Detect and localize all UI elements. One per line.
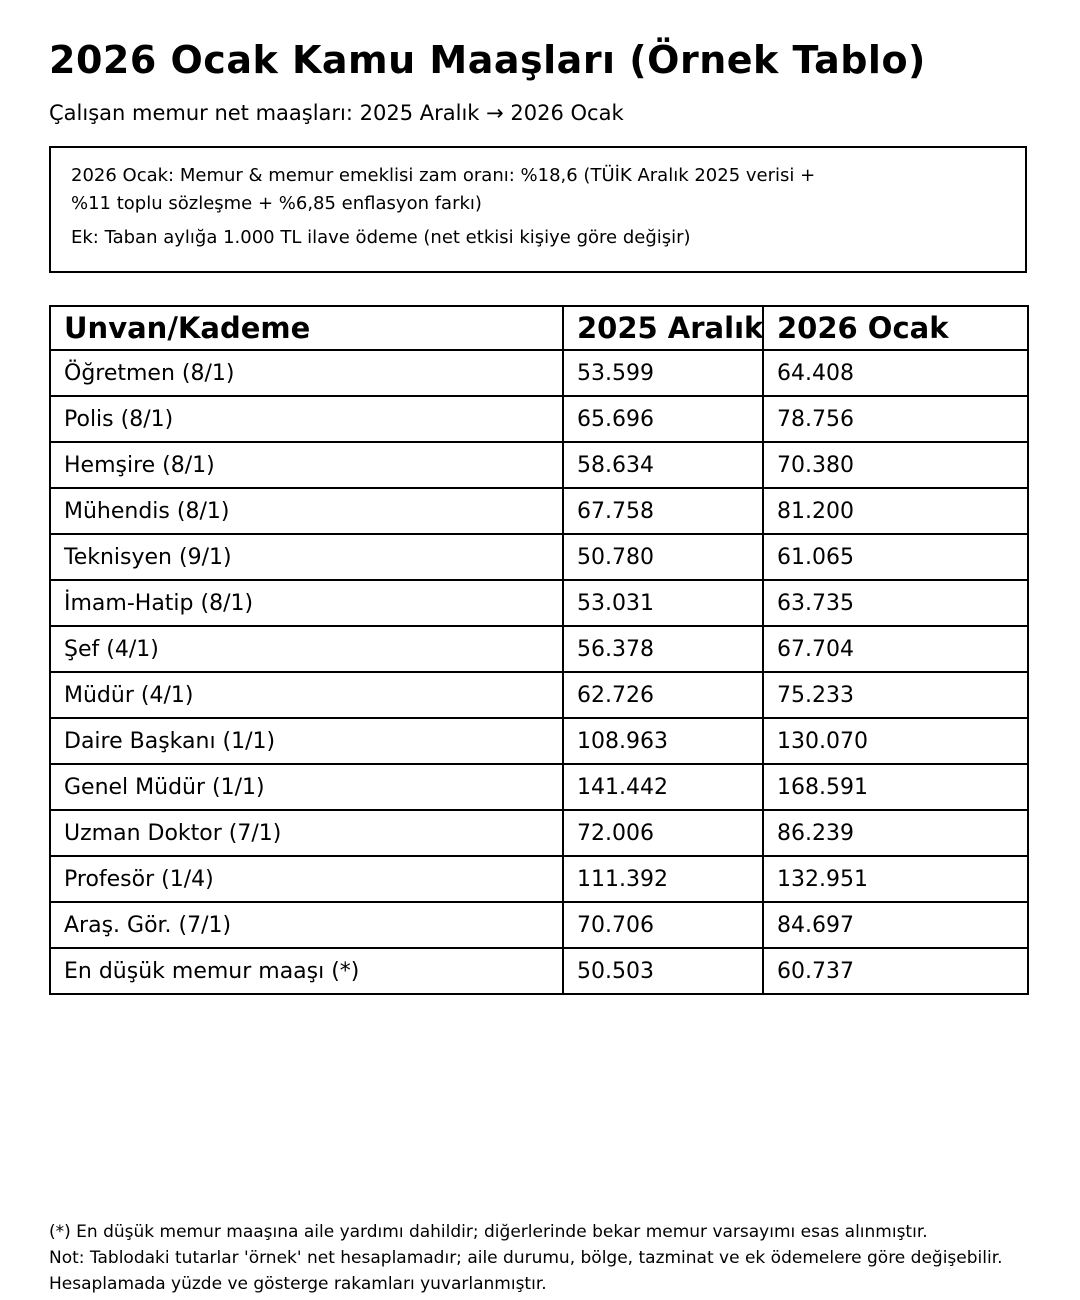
- dec-2025-value: 50.503: [563, 948, 763, 994]
- table-row: [50, 396, 1028, 442]
- table-row: [50, 488, 1028, 534]
- row-label: Öğretmen (8/1): [50, 350, 563, 396]
- row-label: Daire Başkanı (1/1): [50, 718, 563, 764]
- dec-2025-value: 72.006: [563, 810, 763, 856]
- footnote-clipped: Hesaplamada yüzde ve gösterge rakamları yuvarlanmıştır.: [49, 1274, 547, 1294]
- column-header-jan-2026: 2026 Ocak: [763, 306, 1028, 350]
- table-row: [50, 442, 1028, 488]
- jan-2026-value: 75.233: [763, 672, 1028, 718]
- row-label: Profesör (1/4): [50, 856, 563, 902]
- row-label: Şef (4/1): [50, 626, 563, 672]
- raise-info-box: [49, 146, 1027, 273]
- jan-2026-value: 63.735: [763, 580, 1028, 626]
- dec-2025-value: 58.634: [563, 442, 763, 488]
- table-row: [50, 810, 1028, 856]
- dec-2025-value: 53.599: [563, 350, 763, 396]
- table-row: [50, 672, 1028, 718]
- page-title: 2026 Ocak Kamu Maaşları (Örnek Tablo): [49, 38, 926, 82]
- page-subtitle: Çalışan memur net maaşları: 2025 Aralık → 2026 Ocak: [49, 101, 624, 125]
- row-label: İmam-Hatip (8/1): [50, 580, 563, 626]
- jan-2026-value: 78.756: [763, 396, 1028, 442]
- column-header-dec-2025: 2025 Aralık: [563, 306, 763, 350]
- dec-2025-value: 111.392: [563, 856, 763, 902]
- footnote-family-allowance: (*) En düşük memur maaşına aile yardımı dahildir; diğerlerinde bekar memur varsayımı esas alınmıştır.: [49, 1222, 928, 1242]
- dec-2025-value: 70.706: [563, 902, 763, 948]
- row-label: En düşük memur maaşı (*): [50, 948, 563, 994]
- row-label: Hemşire (8/1): [50, 442, 563, 488]
- footnotes: [49, 1222, 1069, 1300]
- row-label: Müdür (4/1): [50, 672, 563, 718]
- row-label: Teknisyen (9/1): [50, 534, 563, 580]
- jan-2026-value: 132.951: [763, 856, 1028, 902]
- jan-2026-value: 168.591: [763, 764, 1028, 810]
- table-row: [50, 856, 1028, 902]
- jan-2026-value: 64.408: [763, 350, 1028, 396]
- row-label: Araş. Gör. (7/1): [50, 902, 563, 948]
- raise-rate-line-1: 2026 Ocak: Memur & memur emeklisi zam oranı: %18,6 (TÜİK Aralık 2025 verisi +: [71, 165, 816, 186]
- table-header-row: [50, 306, 1028, 350]
- table-row: [50, 350, 1028, 396]
- dec-2025-value: 50.780: [563, 534, 763, 580]
- dec-2025-value: 62.726: [563, 672, 763, 718]
- raise-rate-line-2: %11 toplu sözleşme + %6,85 enflasyon farkı): [71, 193, 482, 214]
- row-label: Polis (8/1): [50, 396, 563, 442]
- table-row: [50, 902, 1028, 948]
- dec-2025-value: 141.442: [563, 764, 763, 810]
- salary-table: [49, 305, 1029, 995]
- jan-2026-value: 60.737: [763, 948, 1028, 994]
- row-label: Mühendis (8/1): [50, 488, 563, 534]
- dec-2025-value: 53.031: [563, 580, 763, 626]
- jan-2026-value: 86.239: [763, 810, 1028, 856]
- table-row: [50, 764, 1028, 810]
- footnote-disclaimer: Not: Tablodaki tutarlar 'örnek' net hesaplamadır; aile durumu, bölge, tazminat ve ek ödemelere göre değişebilir.: [49, 1248, 1003, 1268]
- jan-2026-value: 84.697: [763, 902, 1028, 948]
- dec-2025-value: 67.758: [563, 488, 763, 534]
- jan-2026-value: 61.065: [763, 534, 1028, 580]
- table-row: [50, 534, 1028, 580]
- jan-2026-value: 70.380: [763, 442, 1028, 488]
- dec-2025-value: 56.378: [563, 626, 763, 672]
- row-label: Genel Müdür (1/1): [50, 764, 563, 810]
- table-row: [50, 580, 1028, 626]
- column-header-title-grade: Unvan/Kademe: [50, 306, 563, 350]
- base-pay-supplement-line: Ek: Taban aylığa 1.000 TL ilave ödeme (net etkisi kişiye göre değişir): [71, 227, 691, 248]
- jan-2026-value: 67.704: [763, 626, 1028, 672]
- table-row: [50, 718, 1028, 764]
- jan-2026-value: 130.070: [763, 718, 1028, 764]
- table-row: [50, 626, 1028, 672]
- table-row: [50, 948, 1028, 994]
- dec-2025-value: 65.696: [563, 396, 763, 442]
- jan-2026-value: 81.200: [763, 488, 1028, 534]
- row-label: Uzman Doktor (7/1): [50, 810, 563, 856]
- dec-2025-value: 108.963: [563, 718, 763, 764]
